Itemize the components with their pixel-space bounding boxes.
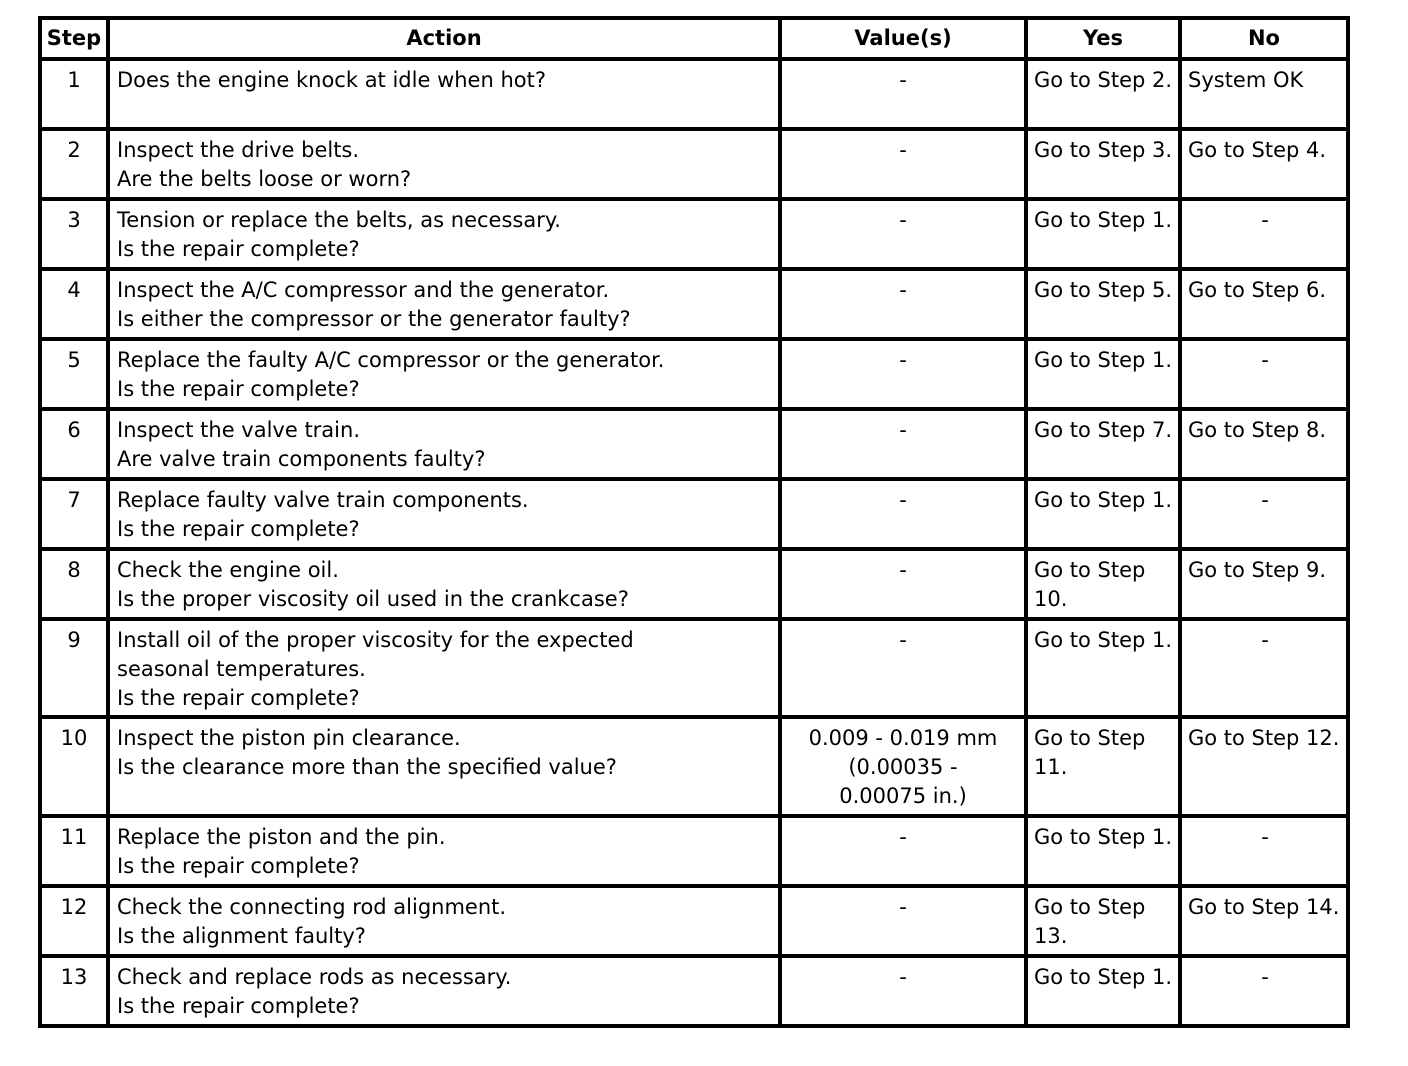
action-line: Is the alignment faulty? <box>117 924 366 948</box>
action-line: Check and replace rods as necessary. <box>117 965 512 989</box>
no-text: Go to Step 14. <box>1188 895 1340 919</box>
step-number: 4 <box>40 269 108 339</box>
no-text: - <box>1261 965 1269 989</box>
no-cell <box>1180 129 1348 199</box>
value-cell <box>780 269 1026 339</box>
value-line: - <box>899 208 907 232</box>
value-cell <box>780 59 1026 129</box>
no-text: Go to Step 12. <box>1188 726 1340 750</box>
yes-cell <box>1026 269 1180 339</box>
action-line: Does the engine knock at idle when hot? <box>117 68 546 92</box>
no-cell <box>1180 409 1348 479</box>
no-cell <box>1180 816 1348 886</box>
action-cell <box>108 619 780 717</box>
action-line: Is the repair complete? <box>117 517 360 541</box>
value-line: - <box>899 418 907 442</box>
header-yes: Yes <box>1026 18 1180 59</box>
table-row <box>40 339 1348 409</box>
action-cell <box>108 409 780 479</box>
header-row <box>40 18 1348 59</box>
step-number: 3 <box>40 199 108 269</box>
value-cell <box>780 129 1026 199</box>
action-line: Is the repair complete? <box>117 854 360 878</box>
action-line: Inspect the A/C compressor and the generator. <box>117 278 610 302</box>
action-cell <box>108 886 780 956</box>
action-line: Check the engine oil. <box>117 558 339 582</box>
action-line: Is the clearance more than the specified value? <box>117 755 617 779</box>
step-number: 11 <box>40 816 108 886</box>
table-row <box>40 199 1348 269</box>
yes-cell <box>1026 886 1180 956</box>
yes-text: Go to Step 7. <box>1034 418 1173 442</box>
action-line: Is either the compressor or the generator faulty? <box>117 307 631 331</box>
no-text: - <box>1261 825 1269 849</box>
table-row <box>40 549 1348 619</box>
action-line: Are valve train components faulty? <box>117 447 486 471</box>
action-cell <box>108 956 780 1026</box>
value-line: - <box>899 895 907 919</box>
no-text: System OK <box>1188 68 1304 92</box>
no-text: Go to Step 8. <box>1188 418 1327 442</box>
yes-text: Go to Step 13. <box>1034 895 1146 948</box>
header-action: Action <box>108 18 780 59</box>
no-cell <box>1180 199 1348 269</box>
value-cell <box>780 479 1026 549</box>
no-cell <box>1180 956 1348 1026</box>
step-number: 6 <box>40 409 108 479</box>
table-row <box>40 816 1348 886</box>
value-cell <box>780 549 1026 619</box>
table-row <box>40 129 1348 199</box>
yes-cell <box>1026 409 1180 479</box>
value-line: - <box>899 558 907 582</box>
action-line: Check the connecting rod alignment. <box>117 895 507 919</box>
step-number: 7 <box>40 479 108 549</box>
yes-cell <box>1026 479 1180 549</box>
action-line: Replace faulty valve train components. <box>117 488 529 512</box>
no-cell <box>1180 269 1348 339</box>
header-step: Step <box>40 18 108 59</box>
value-cell <box>780 886 1026 956</box>
action-cell <box>108 479 780 549</box>
no-cell <box>1180 886 1348 956</box>
no-text: - <box>1261 488 1269 512</box>
action-cell <box>108 269 780 339</box>
table-row <box>40 59 1348 129</box>
value-line: - <box>899 348 907 372</box>
no-cell <box>1180 479 1348 549</box>
action-line: Replace the piston and the pin. <box>117 825 446 849</box>
action-line: seasonal temperatures. <box>117 657 366 681</box>
value-line: - <box>899 965 907 989</box>
step-number: 5 <box>40 339 108 409</box>
yes-cell <box>1026 59 1180 129</box>
table-row <box>40 956 1348 1026</box>
value-line: (0.00035 - <box>848 755 958 779</box>
action-line: Are the belts loose or worn? <box>117 167 412 191</box>
no-cell <box>1180 339 1348 409</box>
yes-text: Go to Step 1. <box>1034 488 1173 512</box>
yes-cell <box>1026 199 1180 269</box>
action-cell <box>108 339 780 409</box>
step-number: 10 <box>40 717 108 816</box>
yes-cell <box>1026 619 1180 717</box>
action-line: Is the repair complete? <box>117 377 360 401</box>
step-number: 1 <box>40 59 108 129</box>
no-cell <box>1180 717 1348 816</box>
yes-cell <box>1026 956 1180 1026</box>
diagnostic-table <box>38 16 1350 1028</box>
step-number: 9 <box>40 619 108 717</box>
yes-text: Go to Step 1. <box>1034 965 1173 989</box>
value-line: - <box>899 628 907 652</box>
no-cell <box>1180 59 1348 129</box>
action-line: Tension or replace the belts, as necessary. <box>117 208 561 232</box>
action-line: Is the proper viscosity oil used in the crankcase? <box>117 587 629 611</box>
value-cell <box>780 409 1026 479</box>
table-row <box>40 269 1348 339</box>
yes-text: Go to Step 5. <box>1034 278 1173 302</box>
value-cell <box>780 717 1026 816</box>
step-number: 8 <box>40 549 108 619</box>
header-no: No <box>1180 18 1348 59</box>
yes-cell <box>1026 129 1180 199</box>
value-cell <box>780 816 1026 886</box>
step-number: 13 <box>40 956 108 1026</box>
yes-text: Go to Step 1. <box>1034 825 1173 849</box>
action-line: Install oil of the proper viscosity for the expected <box>117 628 634 652</box>
yes-text: Go to Step 1. <box>1034 628 1173 652</box>
no-text: Go to Step 9. <box>1188 558 1327 582</box>
action-cell <box>108 816 780 886</box>
table-row <box>40 717 1348 816</box>
value-line: - <box>899 488 907 512</box>
action-line: Is the repair complete? <box>117 237 360 261</box>
no-text: Go to Step 4. <box>1188 138 1327 162</box>
table-row <box>40 479 1348 549</box>
action-line: Is the repair complete? <box>117 686 360 710</box>
action-cell <box>108 199 780 269</box>
yes-cell <box>1026 339 1180 409</box>
yes-text: Go to Step 2. <box>1034 68 1173 92</box>
step-number: 12 <box>40 886 108 956</box>
no-text: Go to Step 6. <box>1188 278 1327 302</box>
header-values: Value(s) <box>780 18 1026 59</box>
yes-text: Go to Step 3. <box>1034 138 1173 162</box>
value-line: - <box>899 138 907 162</box>
value-cell <box>780 339 1026 409</box>
yes-text: Go to Step 11. <box>1034 726 1146 779</box>
table-row <box>40 409 1348 479</box>
value-cell <box>780 956 1026 1026</box>
value-line: - <box>899 278 907 302</box>
no-text: - <box>1261 628 1269 652</box>
yes-cell <box>1026 717 1180 816</box>
no-cell <box>1180 619 1348 717</box>
no-cell <box>1180 549 1348 619</box>
action-line: Inspect the drive belts. <box>117 138 360 162</box>
no-text: - <box>1261 208 1269 232</box>
table-body <box>40 59 1348 1026</box>
yes-text: Go to Step 1. <box>1034 348 1173 372</box>
yes-text: Go to Step 10. <box>1034 558 1146 611</box>
table-row <box>40 886 1348 956</box>
action-cell <box>108 59 780 129</box>
yes-cell <box>1026 549 1180 619</box>
action-line: Inspect the piston pin clearance. <box>117 726 461 750</box>
action-cell <box>108 717 780 816</box>
step-number: 2 <box>40 129 108 199</box>
action-line: Is the repair complete? <box>117 994 360 1018</box>
action-cell <box>108 549 780 619</box>
value-line: 0.00075 in.) <box>839 784 967 808</box>
action-line: Replace the faulty A/C compressor or the generator. <box>117 348 665 372</box>
value-line: 0.009 - 0.019 mm <box>808 726 998 750</box>
no-text: - <box>1261 348 1269 372</box>
yes-cell <box>1026 816 1180 886</box>
table-row <box>40 619 1348 717</box>
value-cell <box>780 619 1026 717</box>
action-cell <box>108 129 780 199</box>
action-line: Inspect the valve train. <box>117 418 360 442</box>
value-line: - <box>899 68 907 92</box>
value-line: - <box>899 825 907 849</box>
value-cell <box>780 199 1026 269</box>
yes-text: Go to Step 1. <box>1034 208 1173 232</box>
